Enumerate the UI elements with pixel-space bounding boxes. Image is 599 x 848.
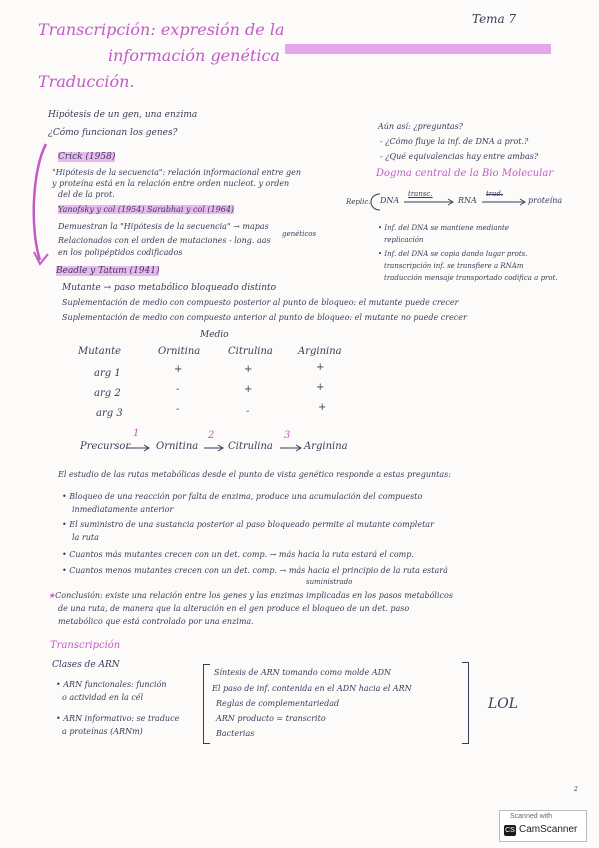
row-arg3-label: arg 3 bbox=[96, 408, 123, 419]
row-arg3-ornitina: - bbox=[176, 404, 180, 415]
yanofsky-desc-1b: genéticos bbox=[282, 230, 317, 238]
transc-rule-1: Síntesis de ARN tomando como molde ADN bbox=[214, 668, 392, 677]
proteina-label: proteína bbox=[528, 196, 563, 205]
pathway-ornitina: Ornitina bbox=[156, 441, 199, 452]
pregunta-text: ¿Cómo funcionan los genes? bbox=[48, 128, 178, 138]
study-point-2b: la ruta bbox=[72, 533, 99, 542]
row-arg3-citrulina: - bbox=[246, 406, 250, 417]
study-point-1b: inmediatamente anterior bbox=[72, 505, 174, 514]
crick-heading bbox=[58, 152, 115, 162]
bullet-1b: replicación bbox=[384, 236, 424, 244]
pathway-step-2: 2 bbox=[208, 430, 215, 441]
page-title-line2: información genética bbox=[108, 46, 280, 65]
row-arg2-arginina: + bbox=[316, 382, 325, 393]
right-bracket bbox=[462, 662, 469, 744]
transc-rule-2: El paso de inf. contenida en el ADN hacia el ARN bbox=[212, 684, 412, 693]
beadle-heading bbox=[56, 266, 159, 276]
mutant-line-2: Suplementación de medio con compuesto posterior al punto de bloqueo: el mutante puede crecer bbox=[62, 298, 459, 307]
table-header-mutante: Mutante bbox=[78, 346, 122, 357]
page-number: 2 bbox=[574, 786, 578, 793]
pathway-citrulina: Citrulina bbox=[228, 441, 273, 452]
trad-arrow-icon bbox=[480, 198, 530, 206]
transc-rule-4: ARN producto = transcrito bbox=[216, 714, 326, 723]
camscanner-badge bbox=[499, 810, 587, 842]
subtitle: Traducción. bbox=[38, 72, 135, 91]
row-arg2-citrulina: + bbox=[244, 384, 253, 395]
bullet-2c: traducción mensaje transportado codifica a prot. bbox=[384, 274, 558, 282]
trad-label: trad. bbox=[486, 190, 504, 198]
study-point-4-note: suministrado bbox=[306, 578, 353, 586]
study-point-4: • Cuantos menos mutantes crecen con un det. comp. → más hacia el principio de la ruta estará bbox=[62, 566, 448, 575]
pathway-arrow-1-icon bbox=[124, 444, 154, 452]
pathway-step-3: 3 bbox=[284, 430, 291, 441]
tema-label: Tema 7 bbox=[472, 12, 517, 26]
replic-label: Replic. bbox=[346, 198, 371, 206]
page-title: Transcripción: expresión de la bbox=[38, 20, 285, 39]
bullet-2b: transcripción inf. se transfiere a RNAm bbox=[384, 262, 524, 270]
camscanner-text: CamScanner bbox=[519, 824, 578, 835]
pathway-step-1: 1 bbox=[133, 428, 140, 439]
camscanner-logo-icon: CS bbox=[505, 827, 515, 834]
crick-desc-2: y proteína está en la relación entre orden nucleot. y orden bbox=[52, 179, 290, 188]
crick-desc-1: "Hipótesis de la secuencia": relación informacional entre gen bbox=[52, 168, 301, 177]
left-bracket bbox=[203, 664, 210, 744]
bullet-1a: • Inf. del DNA se mantiene mediante bbox=[378, 224, 510, 232]
bullet-2a: • Inf. del DNA se copia dando lugar prots. bbox=[378, 250, 528, 258]
row-arg2-label: arg 2 bbox=[94, 388, 121, 399]
medio-label: Medio bbox=[200, 330, 229, 340]
aun-asi-text: Aún así: ¿preguntas? bbox=[378, 122, 464, 131]
row-arg1-label: arg 1 bbox=[94, 368, 121, 379]
title-highlight bbox=[285, 44, 551, 54]
conclusion-line-3: metabólico que está controlado por una enzima. bbox=[58, 617, 254, 626]
crick-label: Crick (1958) bbox=[58, 152, 116, 162]
arn-informativo-2: a proteínas (ARNm) bbox=[62, 727, 143, 736]
transc-arrow-icon bbox=[402, 198, 458, 206]
table-header-arginina: Arginina bbox=[298, 346, 342, 357]
scanned-with-text: Scanned with bbox=[510, 813, 553, 820]
arn-funcionales-2: o actividad en la cél bbox=[62, 693, 144, 702]
transcripcion-heading: Transcripción bbox=[50, 640, 121, 651]
yanofsky-label: Yanofsky y col (1954) Sarabhai y col (1964) bbox=[58, 205, 235, 214]
yanofsky-heading bbox=[58, 205, 234, 214]
curved-arrow-icon bbox=[26, 140, 56, 280]
rna-label: RNA bbox=[458, 196, 477, 205]
row-arg1-citrulina: + bbox=[244, 364, 253, 375]
row-arg1-arginina: + bbox=[316, 362, 325, 373]
mutant-line-1: Mutante → paso metabólico bloqueado distinto bbox=[62, 283, 277, 293]
row-arg2-ornitina: - bbox=[176, 384, 180, 395]
pathway-precursor: Precursor bbox=[80, 441, 131, 452]
yanofsky-desc-3: en los polipéptidos codificados bbox=[58, 248, 183, 257]
conclusion-line-2: de una ruta, de manera que la alteración en el gen produce el bloqueo de un det. paso bbox=[58, 604, 410, 613]
row-arg3-arginina: + bbox=[318, 402, 327, 413]
question-1: - ¿Cómo fluye la inf. de DNA a prot.? bbox=[380, 137, 529, 146]
pathway-arrow-3-icon bbox=[278, 444, 306, 452]
star-icon: ★ bbox=[48, 591, 56, 600]
pathway-arrow-2-icon bbox=[202, 444, 228, 452]
lol-note: LOL bbox=[488, 696, 519, 712]
study-point-2a: • El suministro de una sustancia posterior al paso bloqueado permite al mutante completar bbox=[62, 520, 434, 529]
yanofsky-desc-1: Demuestran la "Hipótesis de la secuencia" → mapas bbox=[58, 222, 269, 231]
beadle-label: Beadle y Tatum (1941) bbox=[56, 266, 160, 276]
dogma-heading: Dogma central de la Bio Molecular bbox=[376, 168, 554, 179]
study-point-1a: • Bloqueo de una reacción por falta de enzima, produce una acumulación del compuesto bbox=[62, 492, 423, 501]
mutant-line-3: Suplementación de medio con compuesto anterior al punto de bloqueo: el mutante no puede crecer bbox=[62, 313, 467, 322]
arn-funcionales-1: • ARN funcionales: función bbox=[56, 680, 167, 689]
transc-rule-3: Reglas de complementariedad bbox=[216, 699, 340, 708]
transc-rule-5: Bacterias bbox=[216, 729, 255, 738]
row-arg1-ornitina: + bbox=[174, 364, 183, 375]
crick-desc-3: del de la prot. bbox=[58, 190, 115, 199]
yanofsky-desc-2: Relacionados con el orden de mutaciones - long. aas bbox=[58, 236, 271, 245]
study-intro: El estudio de las rutas metabólicas desde el punto de vista genético responde a estas preguntas: bbox=[58, 470, 451, 479]
pathway-arginina: Arginina bbox=[304, 441, 348, 452]
clases-arn: Clases de ARN bbox=[52, 660, 120, 670]
hipotesis-text: Hipótesis de un gen, una enzima bbox=[48, 110, 198, 120]
conclusion-line-1 bbox=[48, 591, 453, 600]
arn-informativo-1: • ARN informativo: se traduce bbox=[56, 714, 180, 723]
conclusion-text-1: Conclusión: existe una relación entre los genes y las enzimas implicadas en los pasos metabólicos bbox=[55, 591, 453, 600]
transc-label: transc. bbox=[408, 190, 433, 198]
dna-label: DNA bbox=[380, 196, 400, 205]
table-header-ornitina: Ornitina bbox=[158, 346, 201, 357]
question-2: - ¿Qué equivalencias hay entre ambas? bbox=[380, 152, 539, 161]
table-header-citrulina: Citrulina bbox=[228, 346, 273, 357]
study-point-3: • Cuantos más mutantes crecen con un det. comp. → más hacia la ruta estará el comp. bbox=[62, 550, 414, 559]
